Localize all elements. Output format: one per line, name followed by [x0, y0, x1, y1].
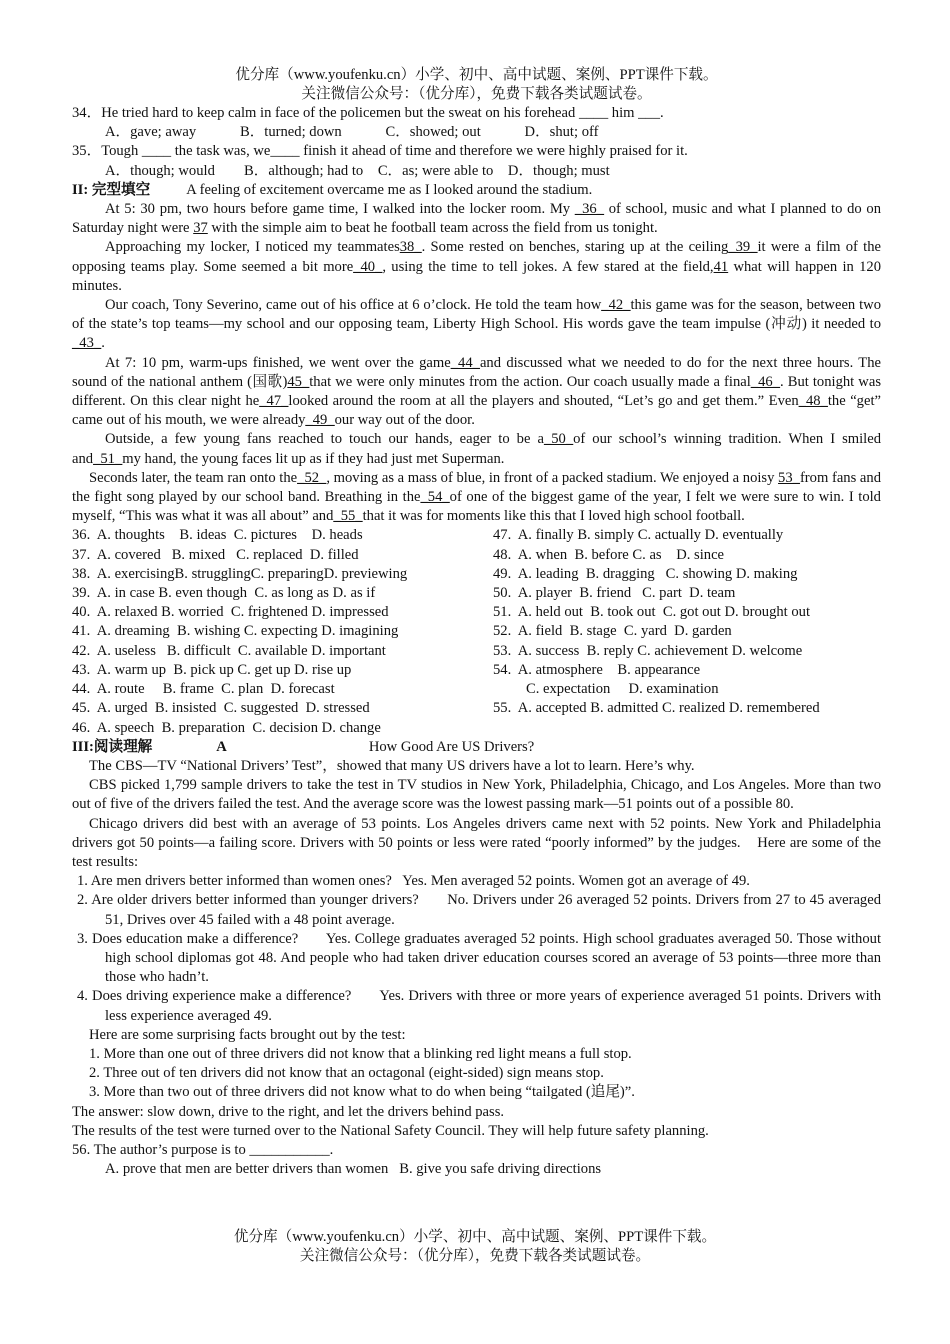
cloze-title: A feeling of excitement overcame me as I looked around the stadium.	[186, 181, 593, 198]
question-56-options: A. prove that men are better drivers than women B. give you safe driving directions	[105, 1161, 602, 1178]
results-line: The results of the test were turned over to the National Safety Council. They will help future safety planning.	[72, 1122, 709, 1139]
blank-51: _51_	[93, 450, 123, 467]
page-footer	[0, 1228, 950, 1266]
cloze-paragraph: Seconds later, the team ran onto the_52_, moving as a mass of blue, in front of a packed stadium. We enjoyed a noisy 53_from fans and the fight song played by our school band. Breathing in the_54_of one of the biggest game of the year, I felt we were sure to win. I told myself, “This was what it was all about” and_55_that it was for moments like this that I loved high school football.	[72, 469, 881, 525]
cloze-paragraph: At 7: 10 pm, warm-ups finished, we went over the game_44_and discussed what we needed to do for the next three hours. The sound of the national anthem (国歌)45_that we were only minutes from the action. Our coach usually made a final_46_. But tonight was different. On this clear night he_47_looked around the room at all the players and shouted, “Let’s go and get them.” Even_48_the “get” came out of his mouth, we were already_49_our way out of the door.	[72, 354, 881, 429]
question-34-options: A．gave; away B．turned; down C．showed; out D．shut; off	[105, 124, 599, 141]
option-row: 50. A. player B. friend C. part D. team	[493, 585, 736, 602]
option-row: 40. A. relaxed B. worried C. frightened D. impressed	[72, 604, 389, 621]
passage-title: How Good Are US Drivers?	[368, 738, 535, 755]
option-row: 45. A. urged B. insisted C. suggested D. stressed	[72, 700, 370, 717]
option-row: 44. A. route B. frame C. plan D. forecast	[72, 681, 335, 698]
option-row: 43. A. warm up B. pick up C. get up D. rise up	[72, 661, 352, 678]
blank-42: _42_	[601, 297, 631, 314]
blank-41: 41	[713, 258, 729, 275]
option-row: 37. A. covered B. mixed C. replaced D. filled	[72, 546, 359, 563]
blank-47: _47_	[259, 393, 289, 410]
option-row: 48. A. when B. before C. as D. since	[493, 546, 725, 563]
question-56-stem: 56. The author’s purpose is to ___________.	[72, 1141, 334, 1158]
blank-55: _55_	[333, 508, 363, 525]
facts-intro: Here are some surprising facts brought out by the test:	[89, 1026, 406, 1043]
footer-line-2: 关注微信公众号：（优分库），免费下载各类试题试卷。	[299, 1248, 651, 1264]
option-row: 39. A. in case B. even though C. as long as D. as if	[72, 585, 376, 602]
fact-item: 1. More than one out of three drivers did not know that a blinking red light means a full stop.	[89, 1045, 632, 1062]
cloze-heading	[72, 181, 881, 200]
blank-53: 53_	[778, 469, 800, 486]
reading-heading	[72, 738, 881, 757]
cloze-options	[72, 526, 881, 737]
option-row: 38. A. exercisingB. strugglingC. preparingD. previewing	[72, 565, 408, 582]
question-35-stem: 35．Tough ____ the task was, we____ finish it ahead of time and therefore we were highly praised for it.	[72, 143, 688, 160]
passage-label: A	[216, 738, 227, 755]
cloze-options-left	[72, 526, 493, 737]
result-item: 1. Are men drivers better informed than women ones? Yes. Men averaged 52 points. Women got an average of 49.	[77, 873, 750, 890]
blank-37: 37	[193, 220, 208, 237]
option-row: 47. A. finally B. simply C. actually D. eventually	[493, 527, 784, 544]
blank-36: _36_	[574, 201, 605, 218]
cloze-paragraph: At 5: 30 pm, two hours before game time, I walked into the locker room. My _36_ of school, music and what I planned to do on Saturday night were 37 with the simple aim to beat he football team across the field from us tonight.	[72, 201, 881, 237]
option-row: 55. A. accepted B. admitted C. realized D. remembered	[493, 700, 820, 717]
result-item: 4. Does driving experience make a difference? Yes. Drivers with three or more years of experience averaged 51 points. Drivers with less experience averaged 49.	[77, 988, 885, 1024]
result-item: 3. Does education make a difference? Yes. College graduates averaged 52 points. High school graduates averaged 50. Those without high school diplomas got 48. And people who had taken driver education courses scored an average of 53 points—three more than those who hadn’t.	[77, 930, 885, 986]
blank-44: _44_	[450, 354, 480, 371]
blank-43: _43_	[72, 335, 102, 352]
fact-item: 3. More than two out of three drivers did not know what to do when being “tailgated (追尾)”.	[89, 1084, 635, 1101]
option-row: 41. A. dreaming B. wishing C. expecting D. imagining	[72, 623, 399, 640]
blank-46: _46_	[750, 373, 780, 390]
blank-49: _49_	[305, 412, 335, 429]
blank-48: _48_	[798, 393, 828, 410]
option-row: 53. A. success B. reply C. achievement D. welcome	[493, 642, 803, 659]
cloze-paragraph: Approaching my locker, I noticed my teammates38_. Some rested on benches, staring up at the ceiling_39_it were a film of the opposing teams play. Some seemed a bit more_40_, using the time to tell jokes. A few stared at the field,41 what will happen in 120 minutes.	[72, 239, 882, 294]
option-row: 52. A. field B. stage C. yard D. garden	[493, 623, 732, 640]
page-header	[72, 66, 881, 104]
header-line-1: 优分库（www.youfenku.cn）小学、初中、高中试题、案例、PPT课件下载。	[235, 67, 718, 83]
question-35-options: A．though; would B．although; had to C．as; were able to D．though; must	[105, 162, 610, 179]
option-row: C. expectation D. examination	[526, 681, 719, 698]
reading-paragraph: Chicago drivers did best with an average of 53 points. Los Angeles drivers came next with 52 points. New York and Philadelphia drivers got 50 points—a failing score. Drivers with 50 points or less were rated “poorly informed” by the judges. Here are some of the test results:	[72, 815, 885, 870]
option-row: 54. A. atmosphere B. appearance	[493, 661, 701, 678]
option-row: 42. A. useless B. difficult C. available D. important	[72, 642, 386, 659]
blank-38: 38_	[399, 239, 422, 256]
blank-50: _50_	[543, 431, 574, 448]
option-row: 36. A. thoughts B. ideas C. pictures D. heads	[72, 527, 363, 544]
blank-45: 45_	[287, 373, 310, 390]
reading-section-label: III:阅读理解	[72, 738, 153, 755]
header-line-2: 关注微信公众号：（优分库），免费下载各类试题试卷。	[301, 86, 652, 102]
cloze-paragraph: Our coach, Tony Severino, came out of his office at 6 o’clock. He told the team how_42_this game was for the season, between two of the state’s top teams—my school and our opposing team, Liberty High School. His words gave the team impulse (冲动) it needed to _43_.	[72, 297, 881, 352]
answer-line: The answer: slow down, drive to the right, and let the drivers behind pass.	[72, 1103, 505, 1120]
reading-paragraph: The CBS—TV “National Drivers’ Test”，showed that many US drivers have a lot to learn. Here’s why.	[89, 757, 695, 774]
option-row: 46. A. speech B. preparation C. decision D. change	[72, 719, 381, 736]
blank-52: _52_	[297, 469, 327, 486]
fact-item: 2. Three out of ten drivers did not know that an octagonal (eight-sided) sign means stop.	[89, 1065, 604, 1082]
footer-line-1: 优分库（www.youfenku.cn）小学、初中、高中试题、案例、PPT课件下载。	[233, 1229, 717, 1245]
cloze-paragraph: Outside, a few young fans reached to touch our hands, eager to be a_50_of our school’s winning tradition. When I smiled and_51_my hand, the young faces lit up as if they had just met Superman.	[72, 431, 881, 467]
exam-page	[72, 66, 885, 1179]
option-row: 49. A. leading B. dragging C. showing D. making	[493, 565, 798, 582]
blank-39: _39_	[728, 239, 758, 256]
question-34-stem: 34．He tried hard to keep calm in face of the policemen but the sweat on his forehead ____ him ___.	[72, 105, 664, 121]
blank-40: _40_	[353, 258, 383, 275]
blank-54: _54_	[420, 489, 450, 506]
option-row: 51. A. held out B. took out C. got out D. brought out	[493, 604, 811, 621]
cloze-options-right	[493, 526, 881, 737]
result-item: 2. Are older drivers better informed than younger drivers? No. Drivers under 26 averaged 52 points. Drivers from 27 to 45 averaged 51, Drives over 45 failed with a 48 point average.	[77, 892, 885, 928]
reading-paragraph: CBS picked 1,799 sample drivers to take the test in TV studios in New York, Philadelphia, Chicago, and Los Angeles. More than two out of five of the drivers failed the test. And the average score was the lowest passing mark—51 points out of a possible 80.	[72, 777, 881, 813]
cloze-section-label: II: 完型填空	[72, 181, 151, 198]
